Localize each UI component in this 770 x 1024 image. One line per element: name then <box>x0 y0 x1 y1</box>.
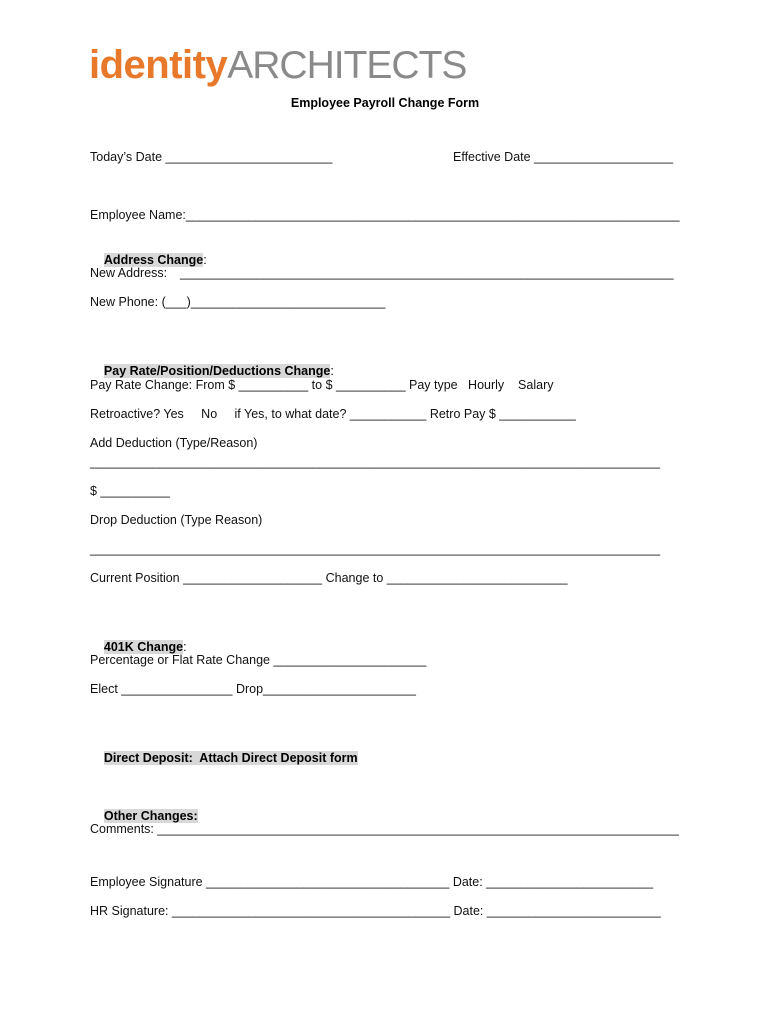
direct-deposit-heading <box>90 734 358 782</box>
pay-rate-colon: : <box>330 364 334 378</box>
percentage-flat-rate-field[interactable]: Percentage or Flat Rate Change ______________________ <box>90 653 427 667</box>
elect-drop-field[interactable]: Elect ________________ Drop______________________ <box>90 682 417 696</box>
new-address-label: New Address: <box>90 266 168 280</box>
hr-signature-field[interactable]: HR Signature: ________________________________________ Date: _________________________ <box>90 904 661 918</box>
logo-architects-text: ARCHITECTS <box>227 44 467 87</box>
form-title: Employee Payroll Change Form <box>290 96 480 110</box>
employee-name-field[interactable]: Employee Name:_______________________________________________________________________ <box>90 208 680 222</box>
company-logo <box>89 40 466 90</box>
direct-deposit-heading-text: Direct Deposit: Attach Direct Deposit form <box>103 751 358 765</box>
new-phone-field[interactable]: New Phone: (___)____________________________ <box>90 295 386 309</box>
add-deduction-amount-field[interactable]: $ __________ <box>90 484 170 498</box>
k401-colon: : <box>183 640 187 654</box>
k401-heading-text: 401K Change <box>103 640 184 654</box>
address-change-heading-text: Address Change <box>103 253 204 267</box>
address-change-colon: : <box>203 253 207 267</box>
pay-rate-heading-text: Pay Rate/Position/Deductions Change <box>103 364 331 378</box>
employee-signature-field[interactable]: Employee Signature ___________________________________ Date: ________________________ <box>90 875 654 889</box>
pay-rate-change-field[interactable]: Pay Rate Change: From $ __________ to $ __________ Pay type Hourly Salary <box>90 378 554 392</box>
add-deduction-label: Add Deduction (Type/Reason) <box>90 436 258 450</box>
comments-field[interactable]: Comments: ___________________________________________________________________________ <box>90 822 679 836</box>
retroactive-field[interactable]: Retroactive? Yes No if Yes, to what date? ___________ Retro Pay $ ___________ <box>90 407 576 421</box>
drop-deduction-field[interactable]: __________________________________________________________________________________ <box>90 542 661 556</box>
other-changes-heading-text: Other Changes: <box>103 809 198 823</box>
add-deduction-field[interactable]: __________________________________________________________________________________ <box>90 455 661 469</box>
drop-deduction-label: Drop Deduction (Type Reason) <box>90 513 263 527</box>
todays-date-field[interactable]: Today’s Date ________________________ <box>90 150 333 164</box>
current-position-field[interactable]: Current Position ____________________ Change to __________________________ <box>90 571 568 585</box>
effective-date-field[interactable]: Effective Date ____________________ <box>453 150 674 164</box>
logo-identity-text: identity <box>89 43 228 87</box>
new-address-field[interactable]: _______________________________________________________________________ <box>180 266 674 280</box>
